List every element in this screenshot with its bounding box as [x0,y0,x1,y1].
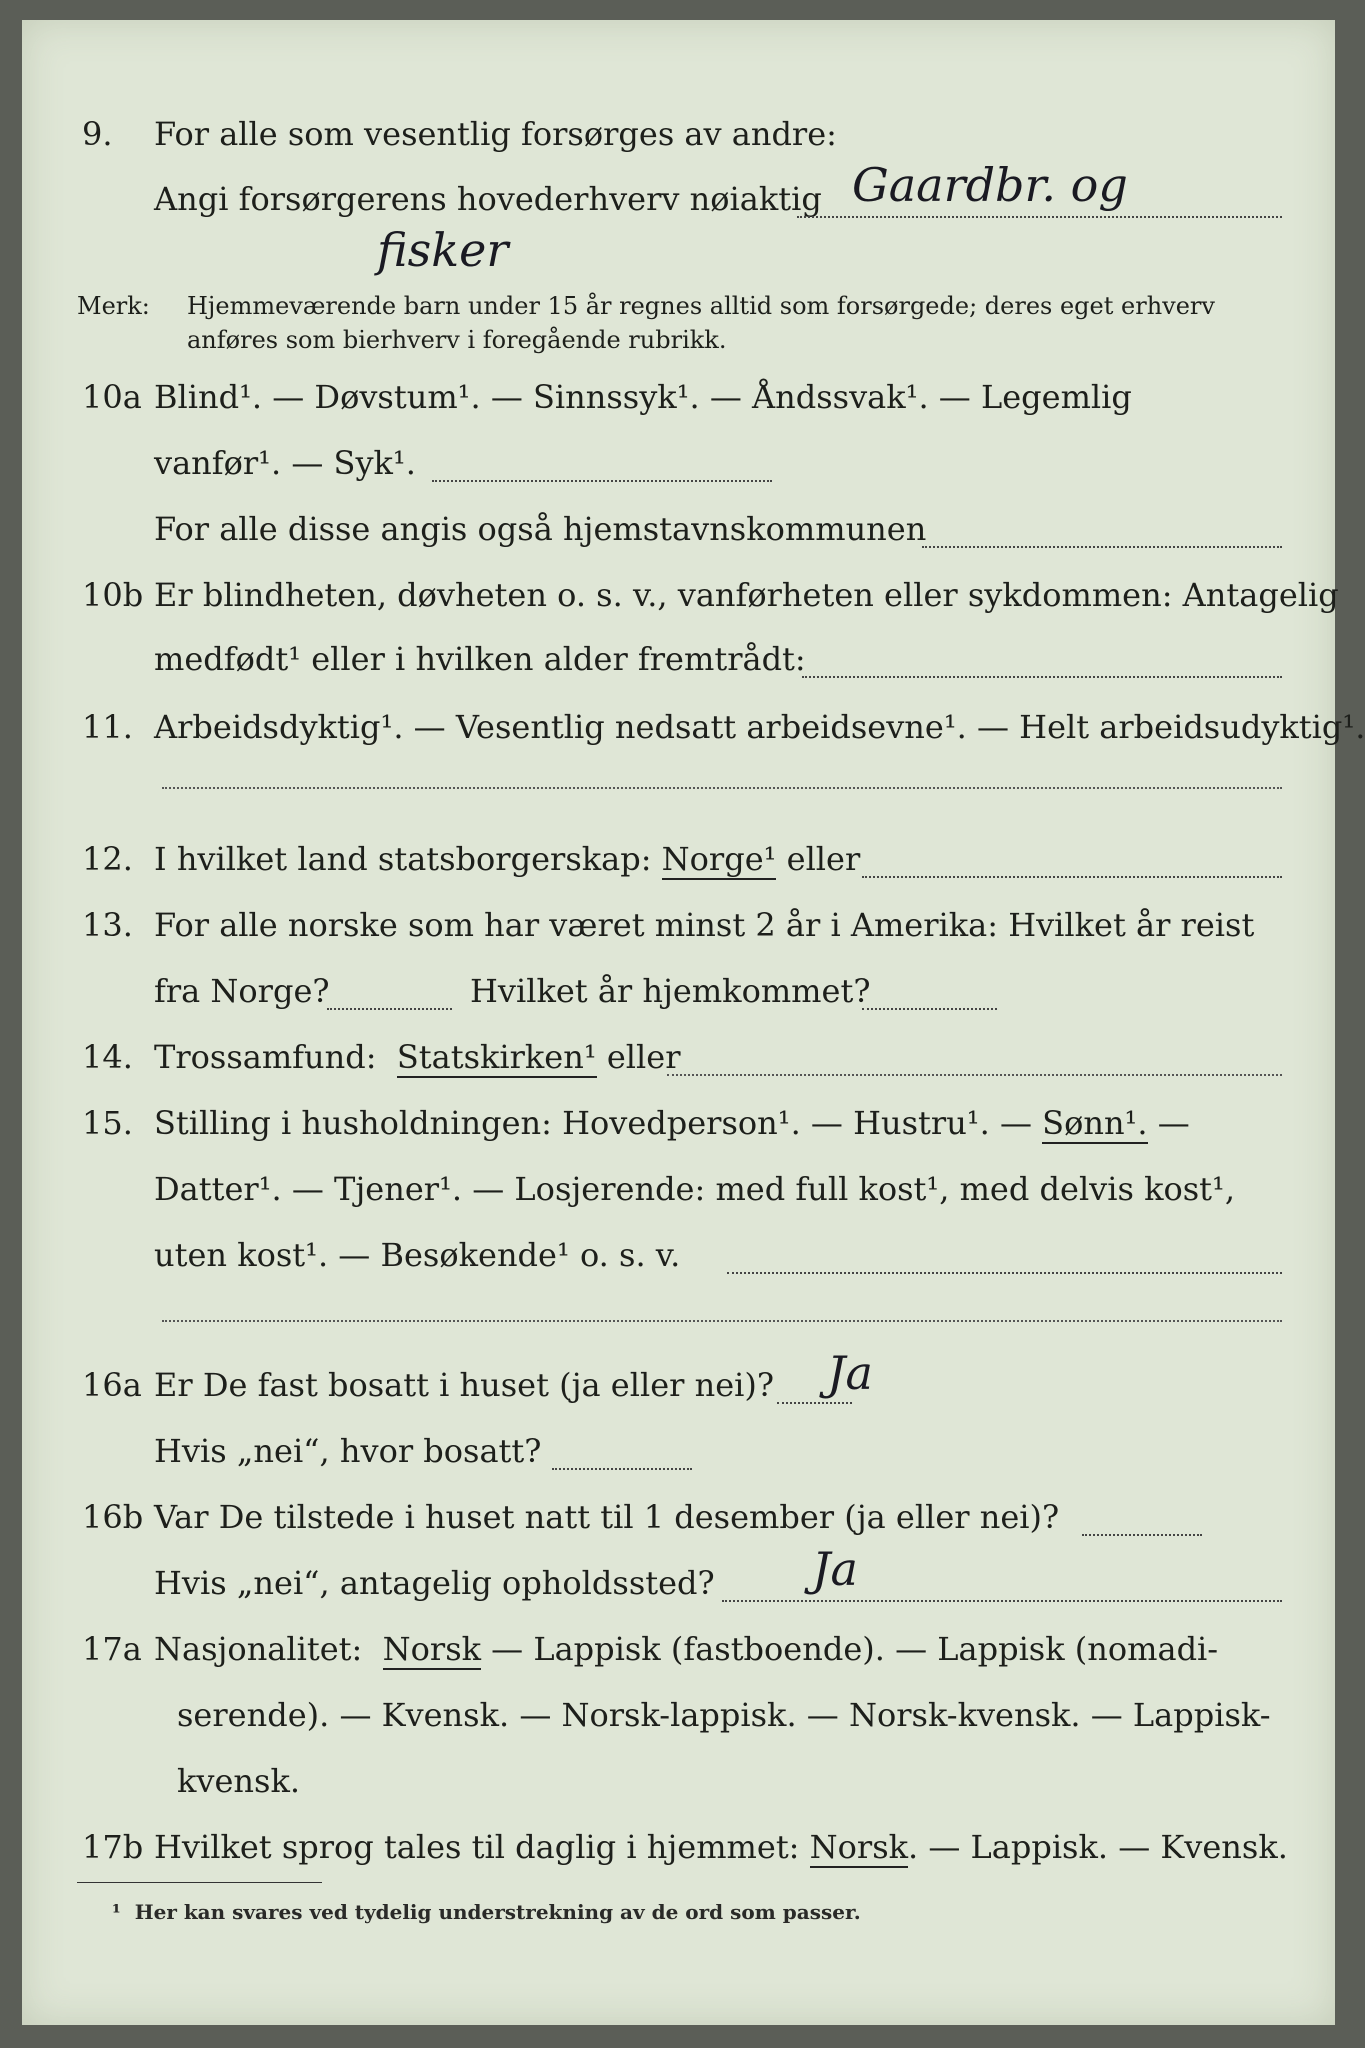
q12-underlined-answer: Norge¹ [661,840,777,878]
q12-post: eller [786,840,861,878]
q17a-text-1 [154,1630,1218,1668]
q17a-text-2: serende). — Kvensk. — Norsk-lappisk. — Norsk-kvensk. — Lappisk- [177,1696,1271,1734]
q13-text-1: For alle norske som har været minst 2 år i Amerika: Hvilket år reist [154,906,1255,944]
q14-answer-line[interactable] [667,1074,1282,1076]
q17b-text [154,1828,1288,1866]
q15-text-3: uten kost¹. — Besøkende¹ o. s. v. [154,1236,681,1274]
q17b-underlined-answer: Norsk [809,1828,908,1866]
q13-text-2b: Hvilket år hjemkommet? [470,972,871,1010]
q16a-bosatt-line[interactable] [552,1468,692,1470]
q9-text-2: Angi forsørgerens hovederhverv nøiaktig [154,180,822,218]
q10b-text-1: Er blindheten, døvheten o. s. v., vanførheten eller sykdommen: Antagelig [154,576,1339,614]
q13-text-2a: fra Norge? [154,972,330,1010]
q9-handwritten-answer-1: Gaardbr. og [852,158,1128,212]
q9-answer-line[interactable] [797,216,1282,218]
footnote-text: Her kan svares ved tydelig understrekning av de ord som passer. [134,1900,861,1924]
q15-answer-line[interactable] [727,1272,1282,1274]
q13-reist-line[interactable] [327,1008,452,1010]
merk-text-1: Hjemmeværende barn under 15 år regnes alltid som forsørgede; deres eget erhverv [187,292,1215,320]
q16b-handwritten-answer: Ja [812,1542,858,1596]
q9-number: 9. [82,115,113,153]
q14-text [154,1038,680,1076]
q15-extra-line[interactable] [162,1320,1282,1322]
q10a-text-3: For alle disse angis også hjemstavnskommunen [154,510,927,548]
q16a-text-1: Er De fast bosatt i huset (ja eller nei)? [154,1366,775,1404]
q17b-pre: Hvilket sprog tales til daglig i hjemmet: [154,1828,800,1866]
q14-number: 14. [82,1038,133,1076]
q12-answer-line[interactable] [862,876,1282,878]
footnote-mark: ¹ [112,1900,121,1924]
merk-label: Merk: [77,292,150,320]
q14-pre: Trossamfund: [154,1038,377,1076]
q17b-number: 17b [82,1828,144,1866]
footnote [112,1900,861,1924]
q15-underlined-answer: Sønn¹. [1042,1104,1148,1142]
merk-text-2: anføres som bierhverv i foregående rubrikk. [187,326,727,354]
q16a-handwritten-answer: Ja [827,1346,873,1400]
q17a-rest: — Lappisk (fastboende). — Lappisk (nomadi- [491,1630,1219,1668]
q14-underlined-answer: Statskirken¹ [396,1038,597,1076]
q12-text [154,840,860,878]
q16b-opholdssted-line[interactable] [722,1600,1282,1602]
q13-number: 13. [82,906,133,944]
q15-text-2: Datter¹. — Tjener¹. — Losjerende: med full kost¹, med delvis kost¹, [154,1170,1236,1208]
footnote-divider [77,1882,322,1883]
q15-text-1 [154,1104,1190,1142]
q10a-text-2: vanfør¹. — Syk¹. [154,444,416,482]
q16a-answer-line[interactable] [777,1402,852,1404]
q17a-underlined-answer: Norsk [382,1630,481,1668]
q17b-post: . — Lappisk. — Kvensk. [908,1828,1288,1866]
q14-post: eller [606,1038,681,1076]
q16b-answer-line[interactable] [1082,1534,1202,1536]
q17a-pre: Nasjonalitet: [154,1630,363,1668]
q12-pre: I hvilket land statsborgerskap: [154,840,652,878]
q10a-hjemstavn-line[interactable] [922,546,1282,548]
q16a-text-2: Hvis „nei“, hvor bosatt? [154,1432,542,1470]
q16b-text-1: Var De tilstede i huset natt til 1 desember (ja eller nei)? [154,1498,1060,1536]
q15-text-1a: Stilling i husholdningen: Hovedperson¹. — Hustru¹. — [154,1104,1032,1142]
q16a-number: 16a [82,1366,142,1404]
q15-text-1b: — [1157,1104,1190,1142]
q11-text-1: Arbeidsdyktig¹. — Vesentlig nedsatt arbeidsevne¹. — Helt arbeidsudyktig¹. [154,708,1365,746]
q13-hjemkommet-line[interactable] [862,1008,997,1010]
q11-number: 11. [82,708,133,746]
q9-text-1: For alle som vesentlig forsørges av andre: [154,115,837,153]
q12-number: 12. [82,840,133,878]
q11-answer-line[interactable] [162,787,1282,789]
q16b-text-2: Hvis „nei“, antagelig opholdssted? [154,1564,715,1602]
q17a-text-3: kvensk. [177,1762,300,1800]
q10a-number: 10a [82,378,142,416]
census-form-page [22,20,1365,2025]
q10a-text-1: Blind¹. — Døvstum¹. — Sinnssyk¹. — Åndssvak¹. — Legemlig [154,378,1132,416]
q15-number: 15. [82,1104,133,1142]
q17a-number: 17a [82,1630,142,1668]
q10b-text-2: medfødt¹ eller i hvilken alder fremtrådt: [154,640,806,678]
q16b-number: 16b [82,1498,144,1536]
q9-handwritten-answer-2: fisker [377,223,509,277]
q10b-number: 10b [82,576,144,614]
q10b-answer-line[interactable] [802,676,1282,678]
q10a-answer-line[interactable] [432,480,772,482]
